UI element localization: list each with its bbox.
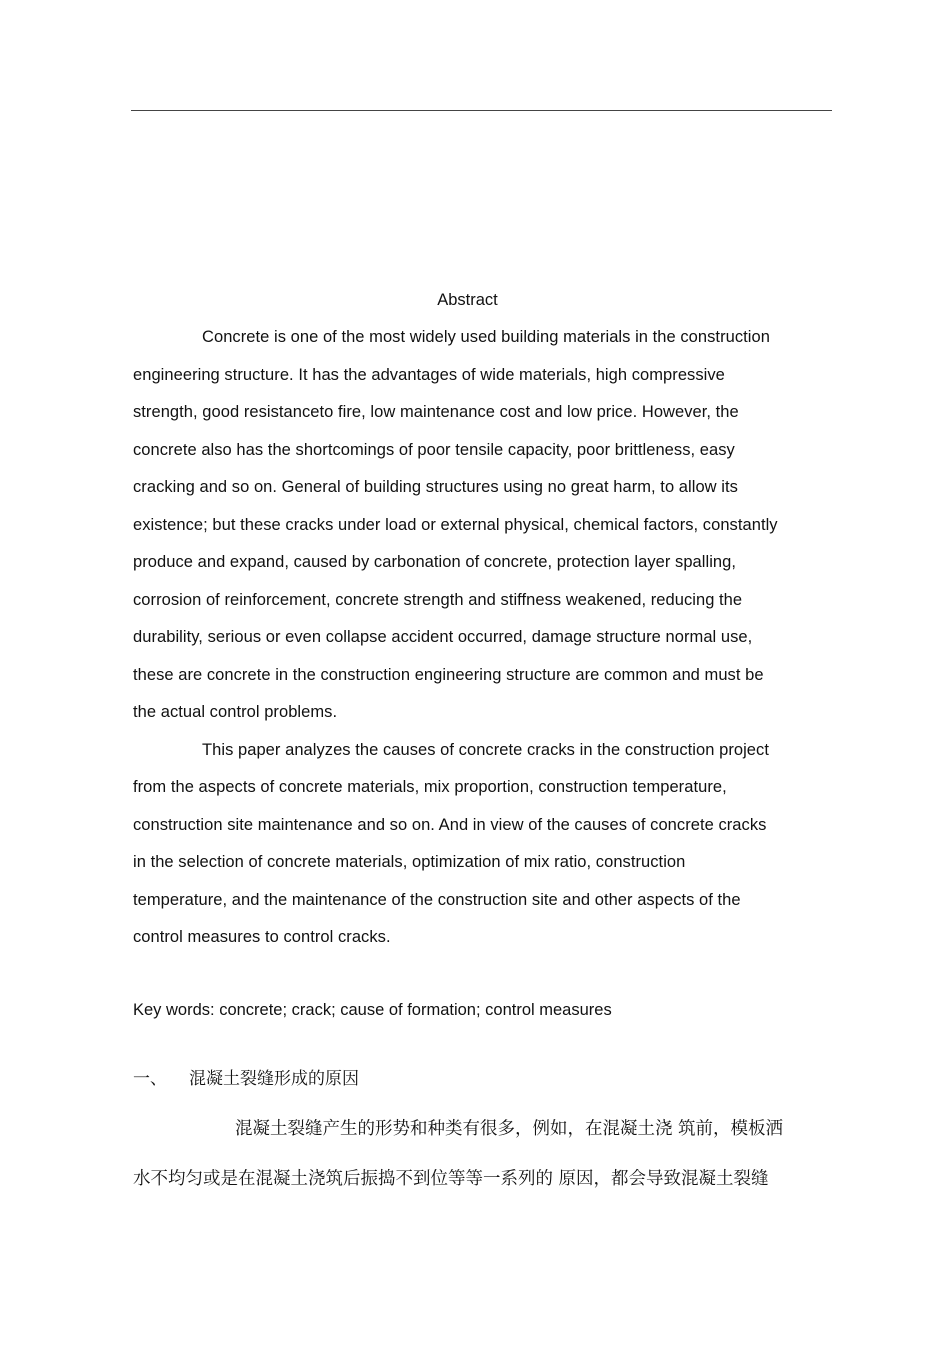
text-line: corrosion of reinforcement, concrete strength and stiffness weakened, reducing the [133, 590, 743, 609]
text-line: This paper analyzes the causes of concrete cracks in the construction project [202, 740, 769, 759]
text-line: concrete also has the shortcomings of poor tensile capacity, poor brittleness, easy [133, 440, 735, 459]
text-line: durability, serious or even collapse accident occurred, damage structure normal use, [133, 628, 753, 646]
header-rule [131, 110, 832, 111]
text-line: construction site maintenance and so on. And in view of the causes of concrete cracks [133, 815, 767, 834]
text-line: produce and expand, caused by carbonation of concrete, protection layer spalling, [133, 553, 737, 571]
abstract-body [133, 319, 833, 957]
text-line: 水不均匀或是在混凝土浇筑后振捣不到位等等一系列的 原因，都会导致混凝土裂缝 [133, 1169, 769, 1189]
text-line: cracking and so on. General of building structures using no great harm, to allow its [133, 478, 738, 496]
text-line: the actual control problems. [133, 703, 338, 721]
text-line: engineering structure. It has the advantages of wide materials, high compressive [133, 365, 725, 384]
text-line: from the aspects of concrete materials, mix proportion, construction temperature, [133, 778, 727, 796]
text-line: temperature, and the maintenance of the construction site and other aspects of the [133, 890, 741, 909]
text-line: 混凝土裂缝产生的形势和种类有很多，例如，在混凝土浇 筑前，模板洒 [235, 1119, 784, 1139]
section-title: 混凝土裂缝形成的原因 [189, 1069, 359, 1089]
text-line: in the selection of concrete materials, optimization of mix ratio, construction [133, 853, 686, 871]
abstract-paragraph-2 [133, 732, 833, 957]
abstract-paragraph-1 [133, 319, 833, 732]
text-line: existence; but these cracks under load or external physical, chemical factors, constantly [133, 515, 778, 534]
abstract-title: Abstract [437, 291, 498, 309]
text-line: these are concrete in the construction engineering structure are common and must be [133, 665, 764, 684]
keywords: Key words: concrete; crack; cause of formation; control measures [133, 1001, 612, 1019]
section-body [133, 1114, 833, 1194]
section-number: 一、 [133, 1069, 167, 1089]
text-line: strength, good resistanceto fire, low maintenance cost and low price. However, the [133, 403, 739, 421]
section-heading [133, 1068, 359, 1090]
text-line: control measures to control cracks. [133, 928, 391, 946]
text-line: Concrete is one of the most widely used building materials in the construction [202, 328, 770, 346]
